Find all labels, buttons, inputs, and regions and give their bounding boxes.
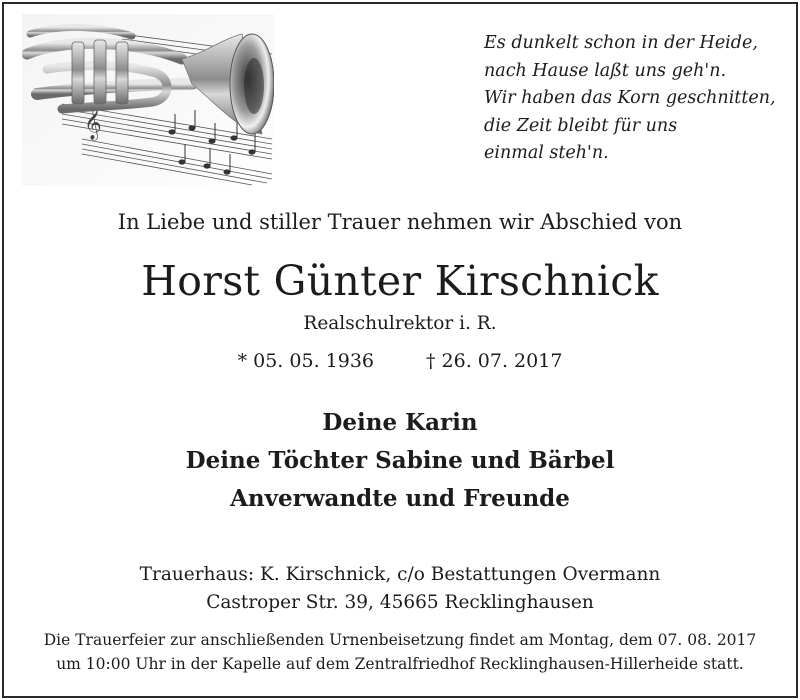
notice-line: Die Trauerfeier zur anschließenden Urnenbeisetzung findet am Montag, dem 07. 08. 2017: [43, 631, 757, 649]
death-date: † 26. 07. 2017: [426, 350, 563, 372]
mourning-house-address: [0, 561, 800, 617]
mourner-line: Deine Karin: [322, 409, 478, 436]
funeral-service-notice: [0, 628, 800, 676]
mourner-line: Deine Töchter Sabine und Bärbel: [185, 447, 615, 474]
poem-line: die Zeit bleibt für uns: [484, 115, 678, 136]
deceased-name: Horst Günter Kirschnick: [141, 257, 659, 305]
poem-verse: [484, 30, 784, 168]
address-line: Castroper Str. 39, 45665 Recklinghausen: [206, 592, 594, 613]
mourner-line: Anverwandte und Freunde: [230, 485, 570, 512]
intro-text: In Liebe und stiller Trauer nehmen wir Abschied von: [117, 210, 683, 234]
life-dates: [0, 350, 800, 372]
poem-line: einmal steh'n.: [484, 143, 609, 163]
notice-line: um 10:00 Uhr in der Kapelle auf dem Zentralfriedhof Recklinghausen-Hillerheide statt.: [56, 655, 744, 673]
address-line: Trauerhaus: K. Kirschnick, c/o Bestattungen Overmann: [139, 564, 661, 585]
poem-line: Es dunkelt schon in der Heide,: [484, 33, 758, 53]
deceased-title: Realschulrektor i. R.: [303, 313, 497, 334]
svg-text:𝄞: 𝄞: [84, 105, 102, 140]
poem-line: Wir haben das Korn geschnitten,: [484, 88, 776, 108]
mourners-list: [0, 404, 800, 518]
birth-date: * 05. 05. 1936: [237, 350, 374, 372]
trumpet-sheet-music-image: [22, 14, 274, 186]
poem-line: nach Hause laßt uns geh'n.: [484, 60, 727, 81]
